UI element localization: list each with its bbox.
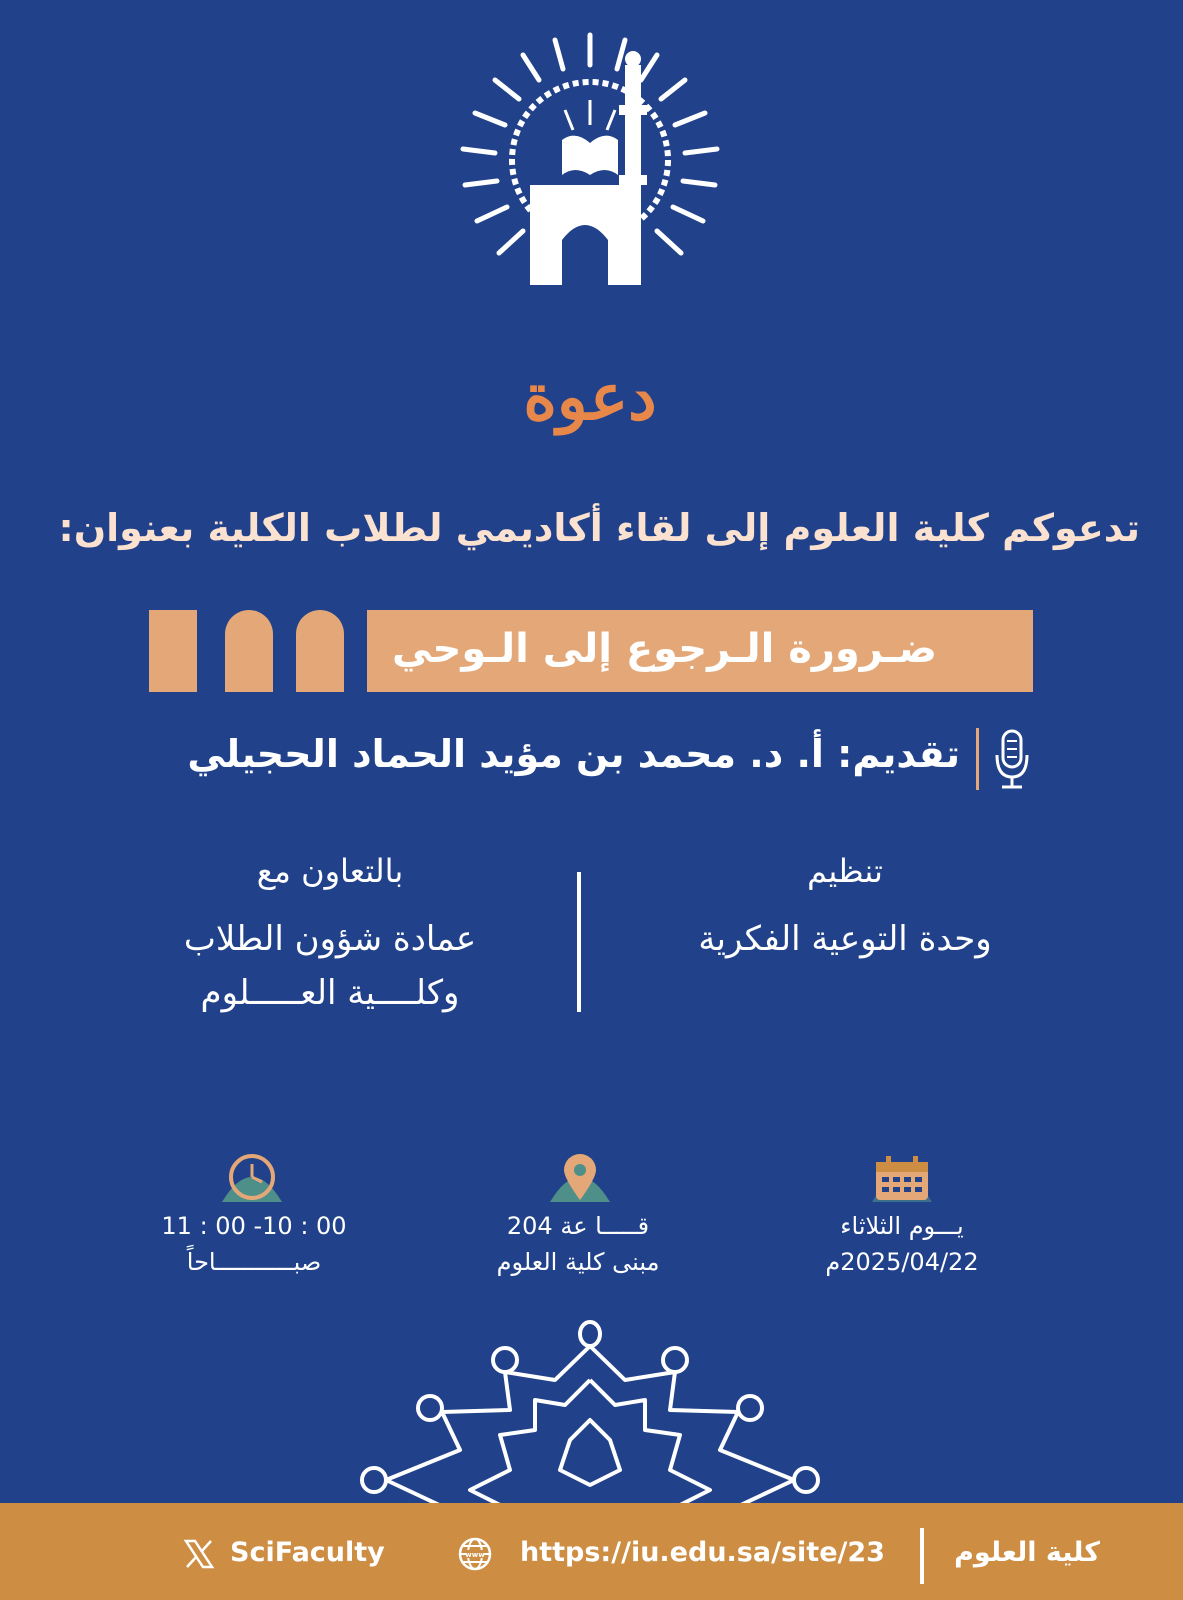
website-link[interactable]: https://iu.edu.sa/site/23 [520, 1537, 885, 1568]
svg-text:www: www [465, 1551, 485, 1559]
event-room: قـــــا عة 204 [506, 1212, 650, 1240]
footer-divider [920, 1528, 924, 1584]
college-name: كلية العلوم [954, 1537, 1100, 1568]
cooperation-line-2: وكلــــية العـــــلوم [200, 973, 460, 1013]
event-date: 2025/04/22م [825, 1248, 979, 1276]
invitation-calligraphy: دعوة [523, 360, 657, 435]
university-logo [455, 25, 725, 295]
presenter-name: تقديم: أ. د. محمد بن مؤيد الحماد الحجيلي [187, 732, 960, 776]
globe-icon [457, 1536, 493, 1572]
organizer-name: وحدة التوعية الفكرية [698, 919, 992, 959]
twitter-handle[interactable]: SciFaculty [230, 1537, 385, 1568]
decorative-pattern [360, 1320, 820, 1510]
cooperation-heading: بالتعاون مع [256, 852, 404, 890]
presenter-divider [976, 728, 979, 790]
clock-icon [222, 1152, 282, 1202]
organizer-heading: تنظيم [807, 852, 883, 890]
cooperation-line-1: عمادة شؤون الطلاب [183, 919, 477, 959]
decorative-pill [296, 610, 344, 692]
event-time-period: صبـــــــــــاحاً [186, 1248, 322, 1276]
event-time: 00 : 10- 00 : 11 [161, 1212, 347, 1240]
column-divider [577, 872, 581, 1012]
calendar-icon [872, 1152, 932, 1202]
microphone-icon [992, 727, 1032, 791]
event-day: يـــوم الثلاثاء [840, 1212, 964, 1240]
invitation-text: تدعوكم كلية العلوم إلى لقاء أكاديمي لطلاب الكلية بعنوان: [58, 506, 1140, 550]
x-twitter-icon [183, 1538, 215, 1570]
location-pin-icon [550, 1152, 610, 1202]
decorative-pill [149, 610, 197, 692]
decorative-pill [225, 610, 273, 692]
event-title: ضـرورة الـرجوع إلى الـوحي [392, 626, 937, 672]
event-building: مبنى كلية العلوم [496, 1248, 660, 1276]
